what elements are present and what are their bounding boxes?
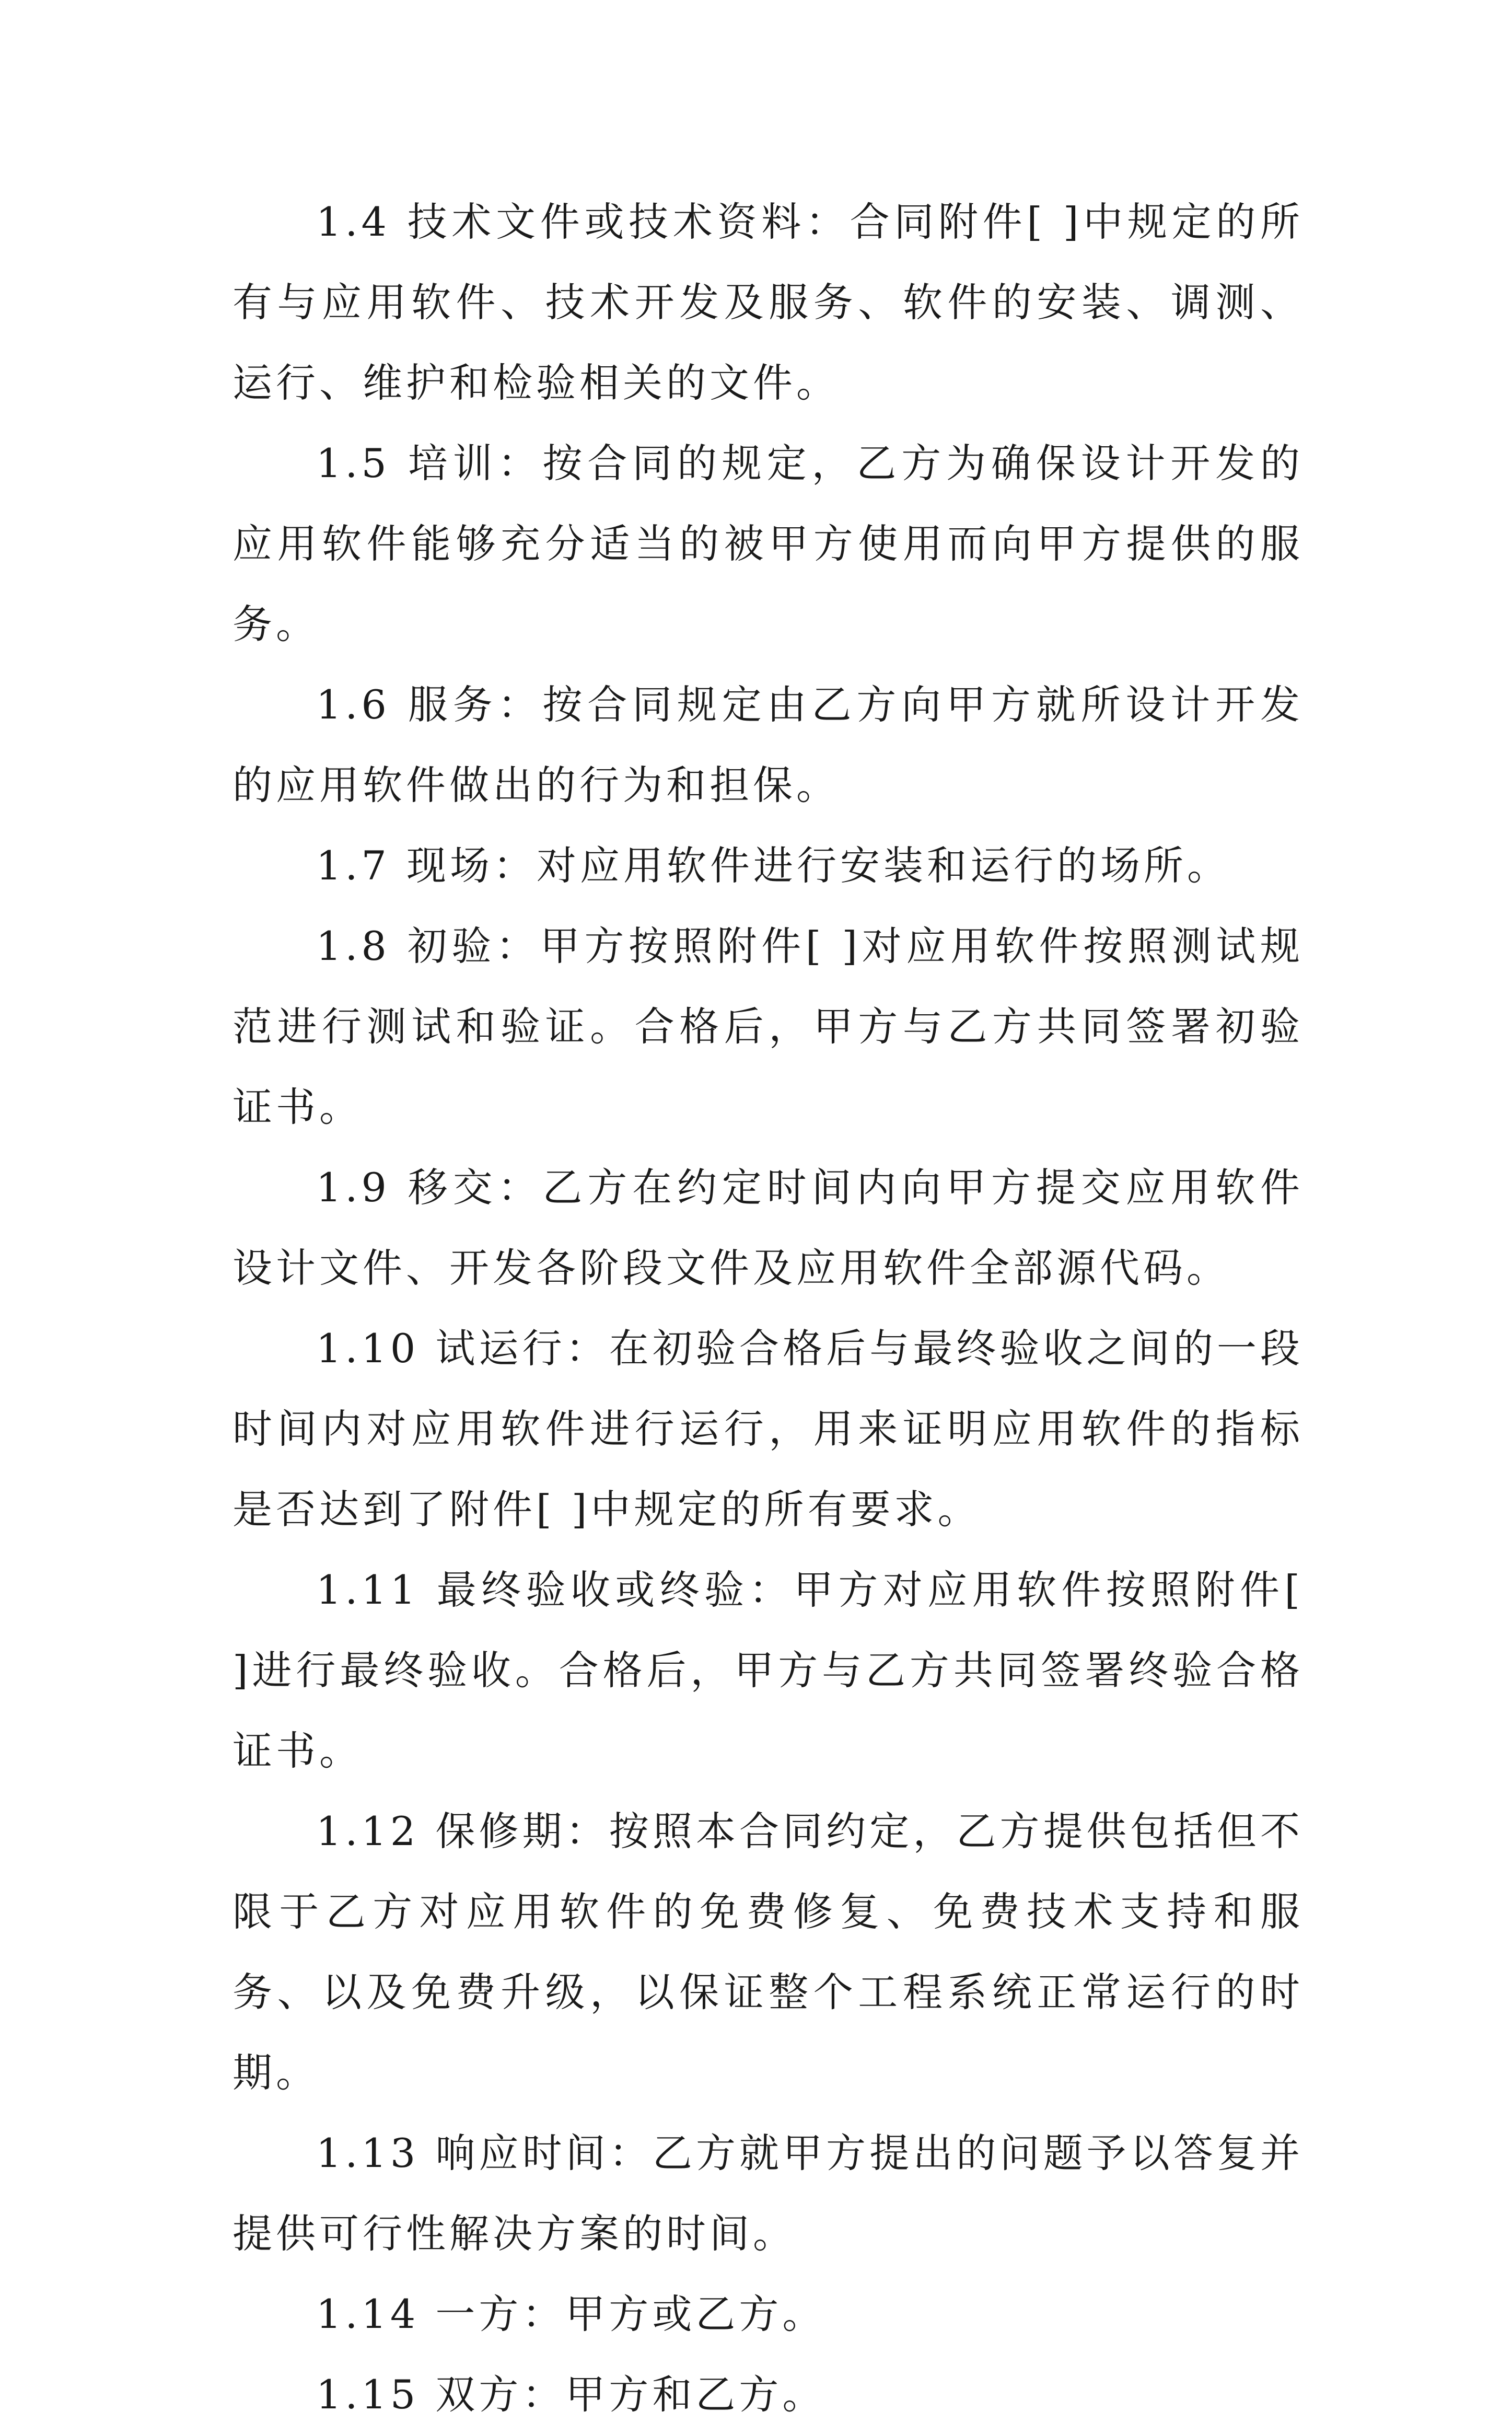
document-body xyxy=(232,182,1304,2435)
paragraph-1-7: 1.7 现场：对应用软件进行安装和运行的场所。 xyxy=(316,842,1231,889)
paragraph-1-13: 1.13 响应时间：乙方就甲方提出的问题予以答复并提供可行性解决方案的时间。 xyxy=(232,2130,1304,2257)
paragraph-1-9: 1.9 移交：乙方在约定时间内向甲方提交应用软件设计文件、开发各阶段文件及应用软件全部源代码。 xyxy=(232,1164,1304,1291)
paragraph-1-12: 1.12 保修期：按照本合同约定，乙方提供包括但不限于乙方对应用软件的免费修复、免费技术支持和服务、以及免费升级，以保证整个工程系统正常运行的时期。 xyxy=(232,1808,1304,2096)
paragraph-1-11: 1.11 最终验收或终验：甲方对应用软件按照附件[ ]进行最终验收。合格后，甲方与乙方共同签署终验合格证书。 xyxy=(232,1567,1304,1774)
paragraph-1-15: 1.15 双方：甲方和乙方。 xyxy=(316,2371,826,2418)
paragraph-1-14: 1.14 一方：甲方或乙方。 xyxy=(316,2291,826,2337)
paragraph-1-5: 1.5 培训：按合同的规定，乙方为确保设计开发的应用软件能够充分适当的被甲方使用而向甲方提供的服务。 xyxy=(232,440,1304,647)
paragraph-1-6: 1.6 服务：按合同规定由乙方向甲方就所设计开发的应用软件做出的行为和担保。 xyxy=(232,681,1304,808)
paragraph-1-10: 1.10 试运行：在初验合格后与最终验收之间的一段时间内对应用软件进行运行，用来证明应用软件的指标是否达到了附件[ ]中规定的所有要求。 xyxy=(232,1325,1304,1533)
paragraph-1-8: 1.8 初验：甲方按照附件[ ]对应用软件按照测试规范进行测试和验证。合格后，甲方与乙方共同签署初验证书。 xyxy=(232,923,1304,1130)
paragraph-1-4: 1.4 技术文件或技术资料：合同附件[ ]中规定的所有与应用软件、技术开发及服务、软件的安装、调测、运行、维护和检验相关的文件。 xyxy=(232,199,1304,406)
